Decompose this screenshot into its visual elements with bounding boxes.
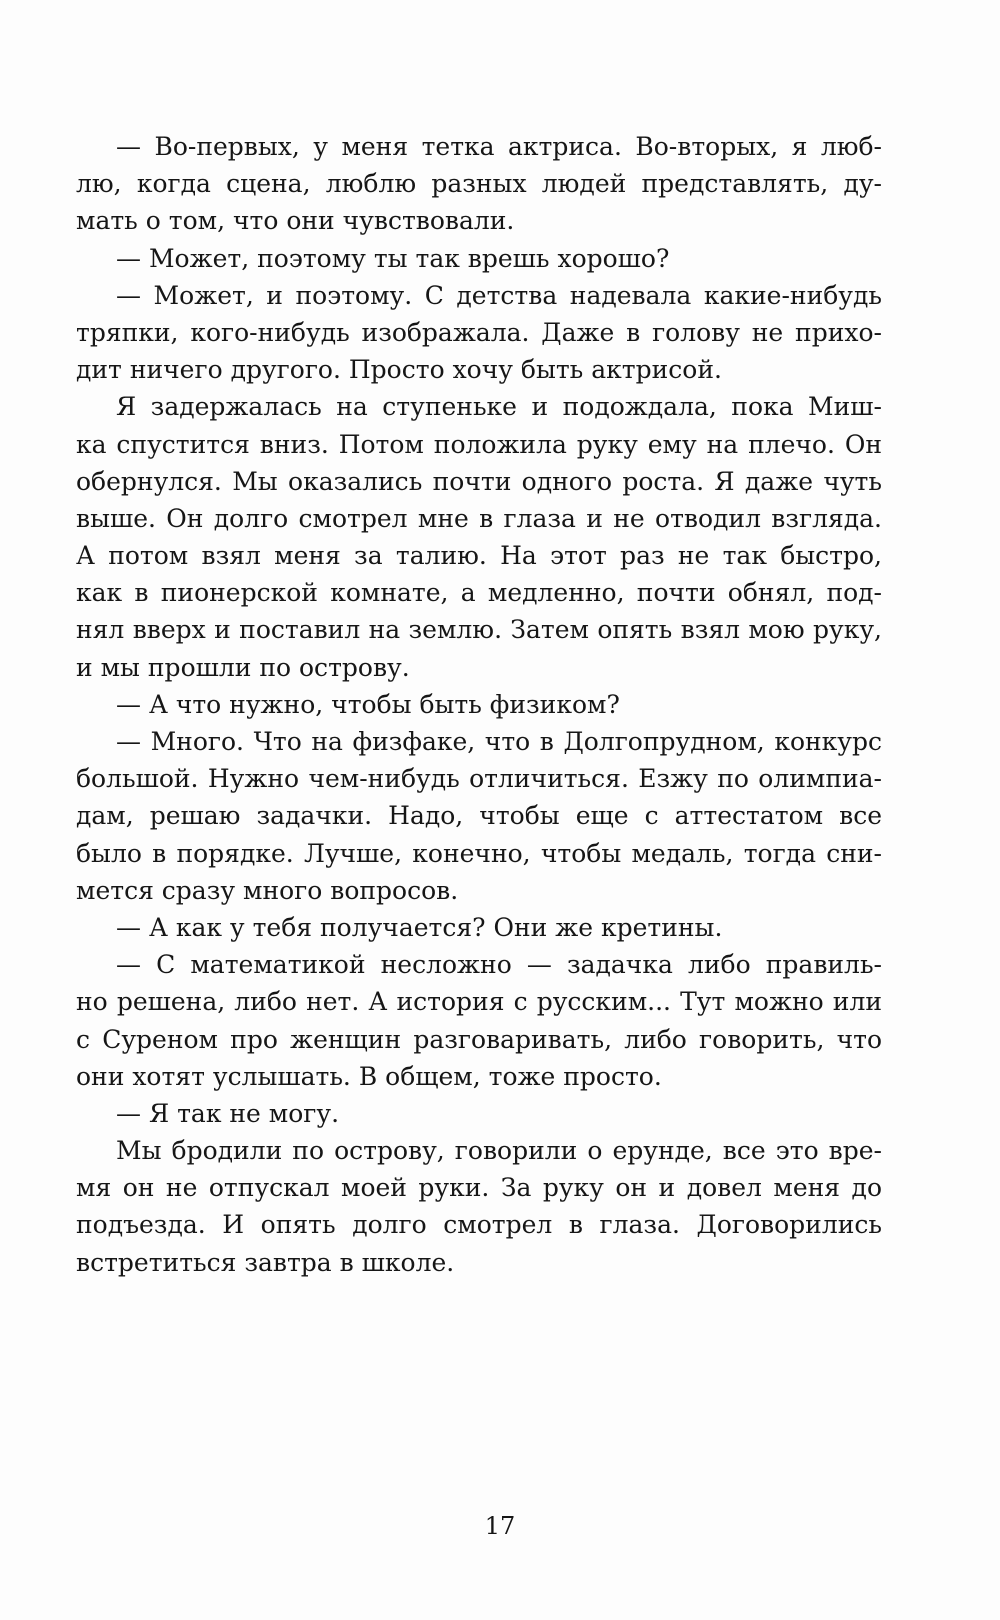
text-line: нял вверх и поставил на землю. Затем опять взял мою руку,	[76, 615, 882, 645]
text-line: дам, решаю задачки. Надо, чтобы еще с аттестатом все	[76, 801, 882, 831]
text-line: Я задержалась на ступеньке и подождала, пока Миш-	[116, 392, 882, 422]
text-line: подъезда. И опять долго смотрел в глаза. Договорились	[76, 1210, 882, 1240]
text-line: А потом взял меня за талию. На этот раз не так быстро,	[76, 541, 882, 571]
text-line: — С математикой несложно — задачка либо правиль-	[116, 950, 882, 980]
text-line: мя он не отпускал моей руки. За руку он и довел меня до	[76, 1173, 882, 1203]
text-line: дит ничего другого. Просто хочу быть актрисой.	[76, 355, 722, 385]
text-line: как в пионерской комнате, а медленно, почти обнял, под-	[76, 578, 882, 608]
text-line: и мы прошли по острову.	[76, 652, 410, 682]
text-line: они хотят услышать. В общем, тоже просто.	[76, 1061, 662, 1091]
text-line: — Много. Что на физфаке, что в Долгопрудном, конкурс	[116, 727, 882, 756]
text-line: большой. Нужно чем-нибудь отличиться. Езжу по олимпиа-	[76, 764, 882, 794]
text-line: — Во-первых, у меня тетка актриса. Во-вторых, я люб-	[116, 132, 882, 161]
text-line: Мы бродили по острову, говорили о ерунде, все это вре-	[116, 1136, 882, 1166]
text-line: мется сразу много вопросов.	[76, 875, 459, 905]
text-line: было в порядке. Лучше, конечно, чтобы медаль, тогда сни-	[76, 838, 882, 868]
page-number: 17	[484, 1512, 516, 1540]
text-line: обернулся. Мы оказались почти одного роста. Я даже чуть	[76, 466, 882, 496]
text-line: — Может, и поэтому. С детства надевала какие-нибудь	[116, 280, 882, 310]
text-line: мать о том, что они чувствовали.	[76, 206, 515, 236]
text-line: но решена, либо нет. А история с русским... Тут можно или	[76, 987, 882, 1017]
text-line: с Суреном про женщин разговаривать, либо говорить, что	[76, 1024, 882, 1054]
text-line: встретиться завтра в школе.	[76, 1247, 455, 1277]
text-line: выше. Он долго смотрел мне в глаза и не отводил взгляда.	[76, 503, 882, 533]
text-line: — А как у тебя получается? Они же кретины.	[116, 912, 723, 942]
text-line: тряпки, кого-нибудь изображала. Даже в голову не прихо-	[76, 317, 882, 347]
text-line: — Я так не могу.	[116, 1098, 340, 1128]
body-text	[76, 128, 882, 1281]
text-line: ка спустится вниз. Потом положила руку ему на плечо. Он	[76, 429, 882, 459]
text-line: лю, когда сцена, люблю разных людей представлять, ду-	[76, 169, 882, 199]
text-line: — А что нужно, чтобы быть физиком?	[116, 689, 620, 719]
text-line: — Может, поэтому ты так врешь хорошо?	[116, 243, 670, 273]
